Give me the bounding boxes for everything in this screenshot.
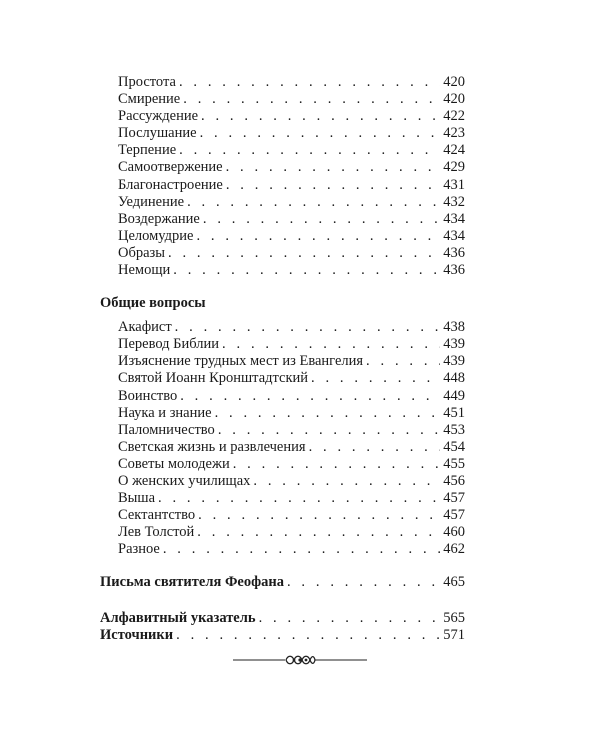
decorative-flourish-icon	[233, 653, 367, 667]
entry-page: 451	[443, 404, 465, 421]
section-heading-general-questions: Общие вопросы	[100, 295, 206, 312]
dot-leader	[176, 627, 440, 644]
dot-leader	[201, 108, 440, 125]
entry-page: 420	[443, 74, 465, 90]
entry-page: 465	[443, 574, 465, 591]
dot-leader	[179, 142, 440, 159]
entry-label: Лев Толстой	[118, 524, 195, 541]
dot-leader	[311, 370, 440, 387]
toc-entry	[100, 91, 465, 108]
entry-label: Простота	[118, 74, 176, 90]
entry-label: Источники	[100, 626, 174, 643]
dot-leader	[158, 490, 440, 507]
entry-label: Немощи	[118, 262, 171, 279]
toc-entry	[100, 228, 465, 245]
dot-leader	[196, 228, 440, 245]
entry-label: Смирение	[118, 91, 181, 108]
entry-page: 454	[443, 438, 465, 455]
entry-label: Письма святителя Феофана	[100, 574, 284, 591]
dot-leader	[173, 262, 440, 279]
entry-page: 429	[443, 159, 465, 176]
toc-entry	[100, 74, 465, 91]
entry-label: Алфавитный указатель	[100, 609, 256, 626]
entry-page: 448	[443, 370, 465, 387]
entry-page: 462	[443, 541, 465, 558]
entry-label: Сектантство	[118, 507, 196, 524]
toc-entry	[100, 262, 465, 279]
entry-label: Перевод Библии	[118, 336, 220, 353]
dot-leader	[200, 125, 441, 142]
toc-entry	[100, 388, 465, 405]
entry-page: 449	[443, 387, 465, 404]
entry-label: Паломничество	[118, 421, 215, 438]
dot-leader	[215, 405, 441, 422]
entry-page: 432	[443, 193, 465, 210]
dot-leader	[233, 456, 441, 473]
dot-leader	[163, 541, 440, 558]
entry-page: 455	[443, 455, 465, 472]
entry-page: 457	[443, 490, 465, 507]
dot-leader	[197, 524, 440, 541]
dot-leader	[175, 319, 441, 336]
toc-entry	[100, 211, 465, 228]
entry-page: 424	[443, 142, 465, 159]
toc-entry	[100, 473, 465, 490]
dot-leader	[180, 388, 440, 405]
toc-entry	[100, 370, 465, 387]
entry-label: Воинство	[118, 387, 178, 404]
entry-page: 420	[443, 91, 465, 108]
toc-entry	[100, 177, 465, 194]
dot-leader	[198, 507, 440, 524]
entry-label: Изъяснение трудных мест из Евангелия	[118, 353, 364, 370]
table-of-contents	[100, 74, 465, 644]
dot-leader	[226, 177, 440, 194]
entry-page: 453	[443, 421, 465, 438]
entry-page: 456	[443, 472, 465, 489]
entry-page: 436	[443, 262, 465, 279]
toc-entry	[100, 490, 465, 507]
toc-entry	[100, 108, 465, 125]
dot-leader	[187, 194, 440, 211]
dot-leader	[253, 473, 440, 490]
toc-entry	[100, 319, 465, 336]
entry-page: 460	[443, 524, 465, 541]
dot-leader	[259, 610, 441, 627]
entry-label: Светская жизнь и развлечения	[118, 438, 306, 455]
entry-label: Воздержание	[118, 210, 200, 227]
entry-label: Благонастроение	[118, 176, 223, 193]
entry-label: Рассуждение	[118, 108, 199, 125]
entry-label: Целомудрие	[118, 227, 194, 244]
entry-label: Акафист	[118, 319, 172, 336]
toc-entry-sources	[100, 627, 465, 644]
dot-leader	[309, 439, 441, 456]
entry-page: 438	[443, 319, 465, 336]
dot-leader	[226, 159, 441, 176]
entry-page: 431	[443, 176, 465, 193]
toc-entry	[100, 125, 465, 142]
entry-page: 439	[443, 353, 465, 370]
section2-list	[100, 319, 465, 558]
toc-entry	[100, 541, 465, 558]
toc-entry	[100, 336, 465, 353]
entry-label: Уединение	[118, 193, 185, 210]
toc-entry	[100, 507, 465, 524]
entry-label: Послушание	[118, 125, 197, 142]
toc-entry	[100, 245, 465, 262]
toc-entry	[100, 524, 465, 541]
entry-page: 434	[443, 210, 465, 227]
toc-entry-index	[100, 610, 465, 627]
dot-leader	[183, 91, 440, 108]
entry-label: Терпение	[118, 142, 177, 159]
entry-label: Святой Иоанн Кронштадтский	[118, 370, 309, 387]
entry-label: Наука и знание	[118, 404, 212, 421]
toc-entry	[100, 194, 465, 211]
dot-leader	[222, 336, 440, 353]
entry-page: 423	[443, 125, 465, 142]
entry-label: Разное	[118, 541, 160, 558]
toc-entry	[100, 422, 465, 439]
entry-page: 571	[443, 626, 465, 643]
dot-leader	[179, 74, 440, 91]
toc-entry	[100, 142, 465, 159]
toc-entry	[100, 439, 465, 456]
toc-entry	[100, 405, 465, 422]
entry-page: 439	[443, 336, 465, 353]
dot-leader	[366, 353, 440, 370]
dot-leader	[203, 211, 440, 228]
entry-page: 565	[443, 609, 465, 626]
section1-list	[100, 74, 465, 279]
dot-leader	[218, 422, 440, 439]
entry-page: 457	[443, 507, 465, 524]
toc-entry	[100, 456, 465, 473]
entry-page: 436	[443, 244, 465, 261]
toc-entry	[100, 159, 465, 176]
entry-page: 434	[443, 227, 465, 244]
entry-label: О женских училищах	[118, 472, 251, 489]
entry-page: 422	[443, 108, 465, 125]
dot-leader	[287, 574, 440, 591]
dot-leader	[168, 245, 440, 262]
entry-label: Выша	[118, 490, 156, 507]
entry-label: Образы	[118, 244, 166, 261]
toc-entry	[100, 353, 465, 370]
entry-label: Советы молодежи	[118, 455, 230, 472]
toc-entry-letters	[100, 574, 465, 591]
entry-label: Самоотвержение	[118, 159, 223, 176]
